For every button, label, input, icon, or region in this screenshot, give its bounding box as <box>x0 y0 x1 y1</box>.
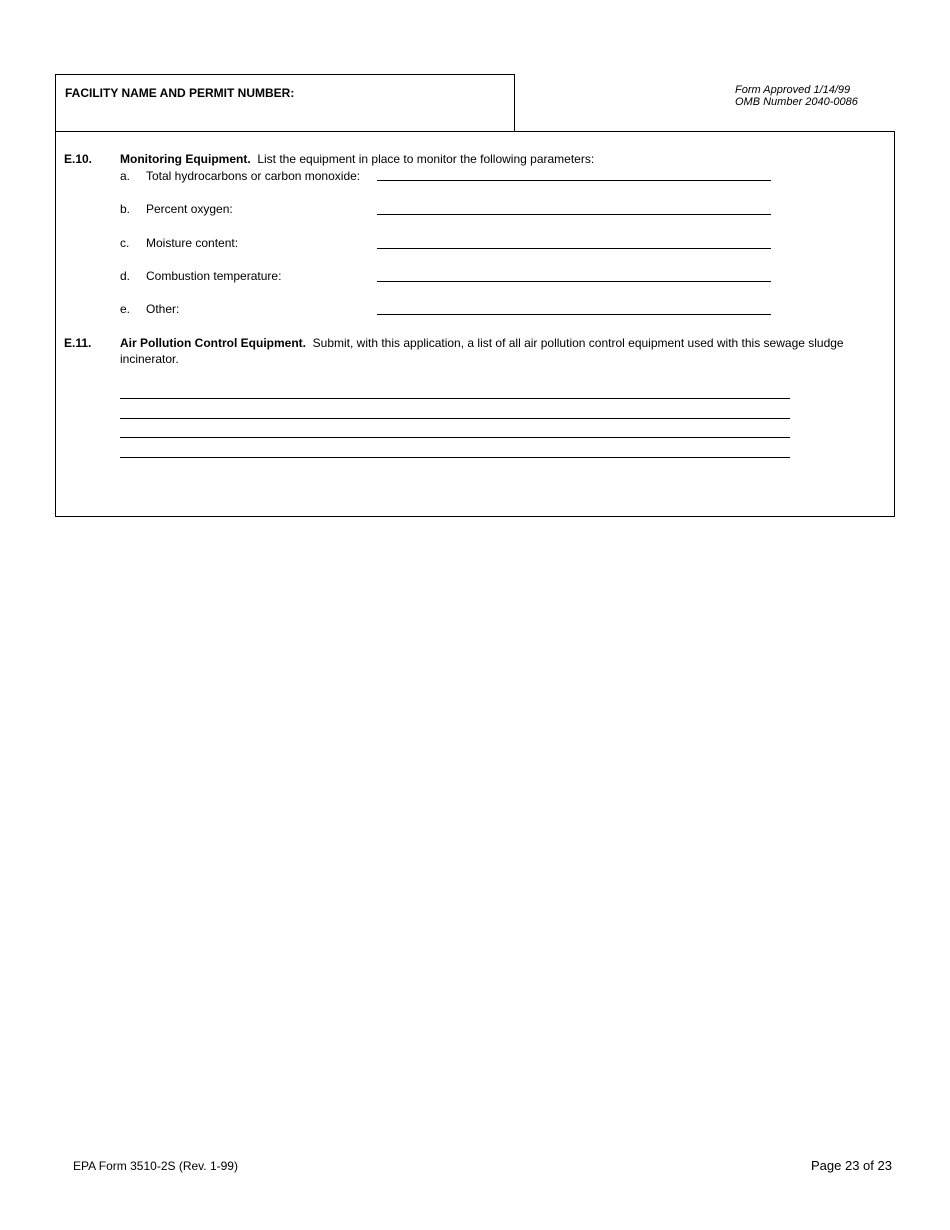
e10-item-a-letter: a. <box>120 169 131 183</box>
e10-item-b-letter: b. <box>120 202 131 216</box>
e10-item-b-field[interactable] <box>377 214 771 215</box>
e10-item-e-letter: e. <box>120 302 131 316</box>
facility-name-label: FACILITY NAME AND PERMIT NUMBER: <box>65 86 295 100</box>
main-form-box <box>55 131 895 517</box>
e10-item-d-label: Combustion temperature: <box>146 269 282 283</box>
e11-number: E.11. <box>64 336 92 350</box>
e10-number: E.10. <box>64 152 93 166</box>
e10-item-a-field[interactable] <box>377 180 771 181</box>
form-id: EPA Form 3510-2S (Rev. 1-99) <box>73 1159 238 1173</box>
e11-answer-line-2[interactable] <box>120 418 790 419</box>
e11-answer-line-4[interactable] <box>120 457 790 458</box>
e10-item-c-label: Moisture content: <box>146 236 239 250</box>
e10-item-e-field[interactable] <box>377 314 771 315</box>
omb-number: OMB Number 2040-0086 <box>735 96 858 108</box>
e10-item-d-letter: d. <box>120 269 131 283</box>
e10-item-c-letter: c. <box>120 236 130 250</box>
e10-item-b-label: Percent oxygen: <box>146 202 233 216</box>
e10-item-e-label: Other: <box>146 302 180 316</box>
e11-answer-line-3[interactable] <box>120 437 790 438</box>
e10-item-a-label: Total hydrocarbons or carbon monoxide: <box>146 169 361 183</box>
e10-item-d-field[interactable] <box>377 281 771 282</box>
form-approval <box>735 84 858 108</box>
e11-heading <box>120 336 844 350</box>
e11-instruction-line2: incinerator. <box>120 352 179 366</box>
e11-answer-line-1[interactable] <box>120 398 790 399</box>
form-approval-date: Form Approved 1/14/99 <box>735 84 851 96</box>
e10-title: Monitoring Equipment. <box>120 152 251 166</box>
e11-instruction-line1: Submit, with this application, a list of all air pollution control equipment used with this sewage sludge <box>312 336 844 350</box>
e10-instruction: List the equipment in place to monitor the following parameters: <box>257 152 595 166</box>
e10-item-c-field[interactable] <box>377 248 771 249</box>
page-number: Page 23 of 23 <box>811 1158 892 1173</box>
e10-heading <box>120 152 594 166</box>
e11-title: Air Pollution Control Equipment. <box>120 336 306 350</box>
facility-name-box <box>55 74 515 131</box>
